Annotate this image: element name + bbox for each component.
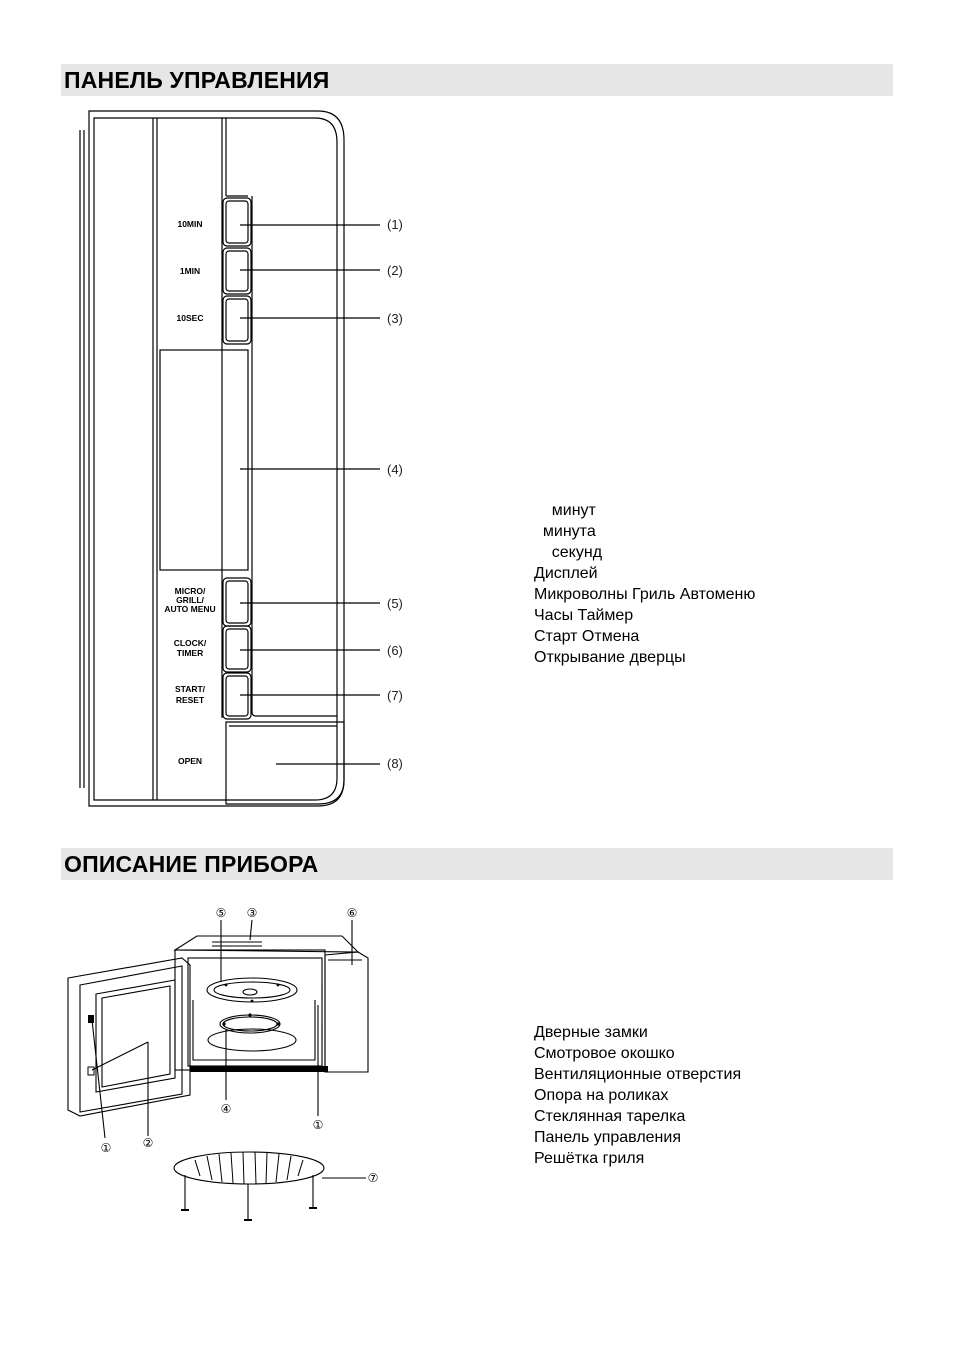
marker-5: ⑤ <box>215 906 227 920</box>
legend-item: Дверные замки <box>534 1024 648 1041</box>
label-auto-menu: AUTO MENU <box>164 604 216 614</box>
marker-7: ⑦ <box>367 1171 379 1185</box>
marker-6: ⑥ <box>346 906 358 920</box>
legend-item: Часы Таймер <box>534 607 634 624</box>
legend-item: Смотровое окошко <box>534 1045 675 1062</box>
label-10min: 10MIN <box>177 219 203 229</box>
label-timer: TIMER <box>176 648 204 658</box>
legend-item: Открывание дверцы <box>534 649 686 666</box>
legend-item: Опора на роликах <box>534 1087 669 1104</box>
legend-item: минут <box>534 502 596 519</box>
marker-2: ② <box>142 1136 154 1150</box>
marker-4: ④ <box>220 1102 232 1116</box>
callout-7: (7) <box>387 688 403 703</box>
legend-item: Стеклянная тарелка <box>534 1108 686 1125</box>
marker-1-door: ① <box>100 1141 112 1155</box>
appliance-legend <box>534 1022 741 1169</box>
marker-3: ③ <box>246 906 258 920</box>
label-10sec: 10SEC <box>176 313 204 323</box>
label-1min: 1MIN <box>179 266 201 276</box>
callout-2: (2) <box>387 263 403 278</box>
legend-item: Решётка гриля <box>534 1150 645 1167</box>
callout-3: (3) <box>387 311 403 326</box>
callout-5: (5) <box>387 596 403 611</box>
section-header-control-panel <box>61 64 893 96</box>
legend-item: Дисплей <box>534 565 598 582</box>
callout-8: (8) <box>387 756 403 771</box>
callout-4: (4) <box>387 462 403 477</box>
label-clock: CLOCK/ <box>173 638 207 648</box>
label-reset: RESET <box>175 695 205 705</box>
control-panel-legend <box>534 500 755 668</box>
legend-item: Вентиляционные отверстия <box>534 1066 742 1083</box>
section-header-appliance-description <box>61 848 893 880</box>
callout-6: (6) <box>387 643 403 658</box>
legend-item: Микроволны Гриль Автоменю <box>534 586 756 603</box>
label-open: OPEN <box>177 756 203 766</box>
legend-item: Старт Отмена <box>534 628 640 645</box>
marker-1-side: ① <box>312 1118 324 1132</box>
section-title: ПАНЕЛЬ УПРАВЛЕНИЯ <box>64 67 330 93</box>
legend-item: минута <box>534 523 596 540</box>
legend-item: Панель управления <box>534 1129 681 1146</box>
section-title: ОПИСАНИЕ ПРИБОРА <box>64 851 319 877</box>
legend-item: секунд <box>534 544 603 561</box>
label-start: START/ <box>174 684 206 694</box>
callout-1: (1) <box>387 217 403 232</box>
label-micro: MICRO/ <box>174 586 206 596</box>
label-grill: GRILL/ <box>176 595 204 605</box>
